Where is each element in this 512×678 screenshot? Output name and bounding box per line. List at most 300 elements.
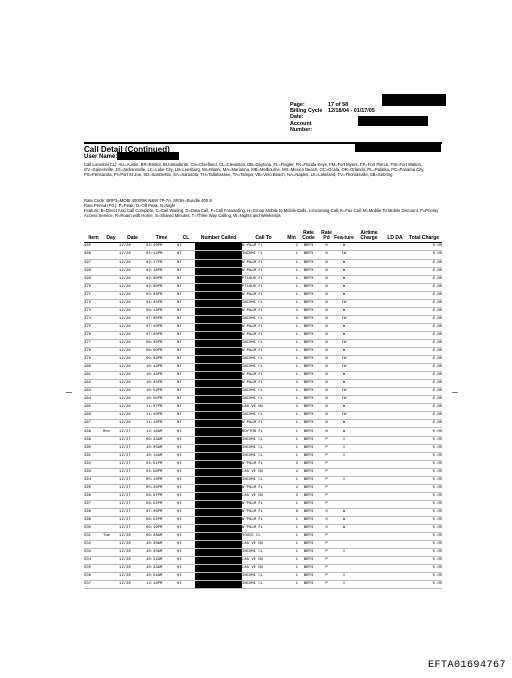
table-row	[84, 404, 442, 412]
table-cell	[354, 565, 384, 573]
table-cell: 06:07PM	[146, 492, 177, 500]
table-cell: W PALM FL	[242, 331, 285, 339]
column-header: CL	[177, 231, 195, 243]
table-cell: 1	[285, 573, 298, 581]
table-cell: NI	[177, 259, 195, 267]
table-cell: BRP3	[298, 476, 319, 484]
table-cell: 1	[285, 525, 298, 533]
table-cell: BRP3	[298, 259, 319, 267]
table-cell: BRP3	[298, 533, 319, 541]
table-cell: 0.00	[406, 517, 442, 525]
table-row	[84, 525, 442, 533]
user-name-label: User Name:	[84, 154, 118, 160]
table-cell: W PALM FL	[242, 500, 285, 508]
table-cell	[354, 364, 384, 372]
table-cell: 0.00	[406, 299, 442, 307]
table-row	[84, 364, 442, 372]
table-cell: INCOMI CL	[242, 581, 285, 589]
table-cell	[103, 444, 119, 452]
table-cell: 480	[84, 364, 103, 372]
table-cell	[103, 339, 119, 347]
table-cell	[354, 356, 384, 364]
table-cell: 12/26	[119, 396, 146, 404]
table-cell	[334, 468, 354, 476]
table-cell: 12/28	[119, 533, 146, 541]
table-cell: W	[334, 259, 354, 267]
table-cell: BRP3	[298, 396, 319, 404]
table-cell: O	[319, 517, 334, 525]
table-row	[84, 315, 442, 323]
table-cell: 0.00	[406, 331, 442, 339]
table-row	[84, 275, 442, 283]
table-cell: 484	[84, 396, 103, 404]
table-cell: 0.00	[406, 259, 442, 267]
table-cell	[354, 541, 384, 549]
table-cell: N	[319, 299, 334, 307]
table-cell	[384, 476, 406, 484]
table-cell: 0.00	[406, 500, 442, 508]
column-header: Fea-ture	[334, 231, 354, 243]
table-cell: 0.00	[406, 581, 442, 589]
table-cell: INCOMI CL	[242, 452, 285, 460]
table-cell	[354, 517, 384, 525]
table-cell: 0.00	[406, 452, 442, 460]
table-cell	[103, 581, 119, 589]
table-cell: BRP3	[298, 323, 319, 331]
table-cell	[354, 404, 384, 412]
table-cell: 0.00	[406, 573, 442, 581]
table-cell	[354, 251, 384, 259]
table-cell	[384, 380, 406, 388]
table-cell: 12/26	[119, 275, 146, 283]
table-cell	[384, 275, 406, 283]
table-cell: 476	[84, 331, 103, 339]
table-cell: 02:18PM	[146, 267, 177, 275]
table-cell: NI	[177, 307, 195, 315]
table-cell: 1	[285, 267, 298, 275]
table-cell	[103, 420, 119, 428]
table-cell: 12/26	[119, 412, 146, 420]
table-cell: 1	[285, 348, 298, 356]
table-cell	[354, 339, 384, 347]
call-location-legend: Call Location(CL): AU=Austin, BR=Bristol, BU=Bradentn, CH=Chiefland, CL=Clewiston, DB=Daytona, FL=Flagler, FK=Florida Keys, FM=Fort Myers, FP=Fort Pierce, FW=Fort Walton, GV=Gainesville, JX=Jacksonville, LC=Lake City, LB=Leesburg, MI=Miami, MA=Marianna, MB=Melbourne, MX=Mexico Beach, OC=Ocala, OR=Orlando, PL=Palatka, PC=Panama City, PS=Pensacola, PI=Port St Joe, SD=SanDestin, SA=Sarasota, TH=Tallahassee, TA=Tampa, VB=Vero Beach, NA=Naples, LK=Lakeland, TV=Thomasville, SB=Sebring	[84, 162, 425, 178]
table-cell: P	[319, 436, 334, 444]
table-cell: 12/26	[119, 372, 146, 380]
table-cell	[354, 525, 384, 533]
table-cell	[384, 541, 406, 549]
table-cell: 1	[285, 299, 298, 307]
table-cell: 495	[84, 484, 103, 492]
redacted-cell	[195, 412, 242, 420]
table-cell: 12/27	[119, 428, 146, 436]
table-cell: 12/26	[119, 299, 146, 307]
table-cell: NI	[177, 468, 195, 476]
table-cell: BRP3	[298, 372, 319, 380]
table-cell: 1	[285, 339, 298, 347]
table-cell: 494	[84, 476, 103, 484]
table-cell: NI	[177, 436, 195, 444]
table-cell: INCOMI CL	[242, 436, 285, 444]
table-cell: P	[319, 468, 334, 476]
table-cell: 0.00	[406, 283, 442, 291]
table-cell: W PALM FL	[242, 348, 285, 356]
redacted-cell	[195, 307, 242, 315]
table-row	[84, 283, 442, 291]
table-cell: P	[319, 460, 334, 468]
table-cell: 10:54AM	[146, 573, 177, 581]
table-cell: 474	[84, 315, 103, 323]
table-cell: INCOMI CL	[242, 364, 285, 372]
table-cell: 1	[285, 517, 298, 525]
table-row	[84, 348, 442, 356]
table-cell: 490	[84, 444, 103, 452]
table-cell: 1	[285, 259, 298, 267]
table-cell: 0.00	[406, 404, 442, 412]
call-detail-table	[84, 231, 442, 589]
table-cell: INCOMI CL	[242, 412, 285, 420]
table-cell: 07:05PM	[146, 315, 177, 323]
table-cell: 468	[84, 267, 103, 275]
table-cell	[103, 492, 119, 500]
table-cell	[103, 299, 119, 307]
table-cell: INCOMI CL	[242, 251, 285, 259]
table-cell	[384, 468, 406, 476]
table-row	[84, 533, 442, 541]
table-cell	[354, 476, 384, 484]
feature-legend: Feature: B=Direct Assi Call Complete, C=Call Waiting, D=Data Call, F=Call Forwarding, H=Group Mobile to Mobile Calls, I=Incoming Call, K=Fax Call, M=Mobile To Mobile Discount, P=Priority Access Service, R=Roam with Home, S=Shared Minutes, T=Three Way Calling, W=Nights and Weekends	[84, 208, 439, 219]
redacted-cell	[195, 396, 242, 404]
table-cell: N	[319, 388, 334, 396]
table-cell	[354, 243, 384, 251]
redacted-cell	[195, 267, 242, 275]
table-cell: LAS VE NV	[242, 404, 285, 412]
redacted-cell	[195, 508, 242, 516]
table-cell: 12/28	[119, 565, 146, 573]
table-cell: 10:32AM	[146, 557, 177, 565]
table-cell: W	[334, 372, 354, 380]
table-cell: 491	[84, 452, 103, 460]
table-cell	[103, 380, 119, 388]
table-cell: N	[319, 428, 334, 436]
table-cell: 1	[285, 428, 298, 436]
redacted-cell	[195, 251, 242, 259]
table-cell: NI	[177, 412, 195, 420]
table-cell: Mon	[103, 428, 119, 436]
table-cell: 0.00	[406, 251, 442, 259]
table-cell: BRP3	[298, 541, 319, 549]
table-cell: 488	[84, 428, 103, 436]
redacted-cell	[195, 500, 242, 508]
table-cell: BRP3	[298, 388, 319, 396]
table-cell	[354, 549, 384, 557]
table-cell	[354, 283, 384, 291]
table-cell: 483	[84, 388, 103, 396]
table-cell: 12/26	[119, 364, 146, 372]
table-cell: NI	[177, 533, 195, 541]
table-cell: N	[319, 331, 334, 339]
table-cell	[334, 492, 354, 500]
table-cell: 12/26	[119, 339, 146, 347]
table-row	[84, 565, 442, 573]
table-cell: 2	[285, 404, 298, 412]
table-row	[84, 549, 442, 557]
table-cell	[354, 581, 384, 589]
table-cell: N	[319, 315, 334, 323]
table-cell	[354, 323, 384, 331]
table-cell: IW	[334, 339, 354, 347]
table-cell	[354, 307, 384, 315]
table-cell	[354, 299, 384, 307]
table-cell: 11:07PM	[146, 404, 177, 412]
table-cell: 02:30PM	[146, 283, 177, 291]
table-cell: 478	[84, 348, 103, 356]
table-cell: N	[319, 356, 334, 364]
margin-mark-left	[66, 392, 72, 393]
table-cell: 07:06PM	[146, 508, 177, 516]
table-row	[84, 331, 442, 339]
table-cell: 1	[285, 420, 298, 428]
table-cell	[354, 492, 384, 500]
table-cell: 08:50PM	[146, 348, 177, 356]
table-cell: 0.00	[406, 412, 442, 420]
table-cell: 10:14AM	[146, 452, 177, 460]
table-cell	[384, 388, 406, 396]
table-cell	[384, 412, 406, 420]
table-cell: 10:52PM	[146, 388, 177, 396]
table-cell: 04:45PM	[146, 299, 177, 307]
redacted-cell	[195, 372, 242, 380]
column-header: Rate Code	[298, 231, 319, 243]
table-cell: 12/26	[119, 323, 146, 331]
table-cell: 0.00	[406, 476, 442, 484]
table-cell: 487	[84, 420, 103, 428]
table-row	[84, 581, 442, 589]
table-cell: 03:03PM	[146, 291, 177, 299]
table-cell: P	[319, 541, 334, 549]
table-cell: 498	[84, 508, 103, 516]
table-cell: 493	[84, 468, 103, 476]
table-cell: W PALM FL	[242, 243, 285, 251]
table-cell: 12/27	[119, 468, 146, 476]
table-cell: 479	[84, 356, 103, 364]
table-cell: NI	[177, 339, 195, 347]
table-cell	[384, 420, 406, 428]
table-cell: 465	[84, 243, 103, 251]
table-cell: 06:52PM	[146, 500, 177, 508]
table-cell: 12/27	[119, 452, 146, 460]
table-cell: INCOMI CL	[242, 549, 285, 557]
table-cell: 470	[84, 283, 103, 291]
table-cell	[103, 436, 119, 444]
table-cell: BRP3	[298, 525, 319, 533]
table-cell: NI	[177, 388, 195, 396]
table-cell: N	[319, 348, 334, 356]
table-cell: LAS VE NV	[242, 468, 285, 476]
table-cell: O	[319, 508, 334, 516]
table-cell: 507	[84, 581, 103, 589]
table-cell: NI	[177, 315, 195, 323]
table-cell: 0.00	[406, 364, 442, 372]
table-cell: 1	[285, 323, 298, 331]
table-cell	[334, 541, 354, 549]
table-cell	[103, 517, 119, 525]
table-cell: 0.00	[406, 380, 442, 388]
table-cell: 12/28	[119, 541, 146, 549]
table-cell	[103, 484, 119, 492]
table-cell: NI	[177, 581, 195, 589]
table-cell	[103, 267, 119, 275]
table-cell: W	[334, 348, 354, 356]
table-cell: 0.00	[406, 460, 442, 468]
table-cell	[384, 364, 406, 372]
table-cell: 1	[285, 356, 298, 364]
table-cell: BRP3	[298, 243, 319, 251]
table-cell: NI	[177, 476, 195, 484]
table-cell: 10:35AM	[146, 549, 177, 557]
table-cell: INCOMI CL	[242, 356, 285, 364]
table-cell: 09:33AM	[146, 436, 177, 444]
table-cell	[354, 468, 384, 476]
table-cell	[384, 444, 406, 452]
table-cell	[384, 549, 406, 557]
table-cell: 12/26	[119, 380, 146, 388]
table-cell: 485	[84, 404, 103, 412]
table-cell	[384, 323, 406, 331]
table-cell: NI	[177, 364, 195, 372]
table-row	[84, 500, 442, 508]
table-cell: W PALM FL	[242, 508, 285, 516]
table-cell: NI	[177, 420, 195, 428]
table-cell: INCOMI CL	[242, 444, 285, 452]
redacted-cell	[195, 581, 242, 589]
table-cell: 0.00	[406, 243, 442, 251]
table-cell	[384, 396, 406, 404]
table-cell: 02:30PM	[146, 275, 177, 283]
table-cell: NI	[177, 323, 195, 331]
table-cell: P	[319, 557, 334, 565]
table-cell	[103, 565, 119, 573]
table-cell: 469	[84, 275, 103, 283]
table-cell: 471	[84, 291, 103, 299]
table-row	[84, 420, 442, 428]
table-cell: BRP3	[298, 500, 319, 508]
section-header	[84, 142, 442, 160]
table-cell: NI	[177, 573, 195, 581]
table-cell: N	[319, 372, 334, 380]
table-cell: BRP3	[298, 444, 319, 452]
table-cell: 1	[285, 251, 298, 259]
table-cell: BRP3	[298, 315, 319, 323]
table-cell	[103, 541, 119, 549]
table-cell: 0.00	[406, 468, 442, 476]
table-cell: 10:43PM	[146, 372, 177, 380]
table-row	[84, 396, 442, 404]
table-cell	[384, 339, 406, 347]
table-cell: BRP3	[298, 283, 319, 291]
table-cell: 0.00	[406, 549, 442, 557]
table-cell	[384, 557, 406, 565]
table-cell: 502	[84, 541, 103, 549]
table-cell: 0.00	[406, 323, 442, 331]
table-cell: BRP3	[298, 339, 319, 347]
table-cell: NI	[177, 500, 195, 508]
table-cell: W	[334, 291, 354, 299]
table-cell: IW	[334, 396, 354, 404]
table-cell	[384, 428, 406, 436]
table-cell: 05:26PM	[146, 484, 177, 492]
table-cell: BRP3	[298, 404, 319, 412]
table-cell: P	[319, 444, 334, 452]
table-cell: IW	[334, 251, 354, 259]
table-cell	[354, 315, 384, 323]
table-row	[84, 444, 442, 452]
table-cell: 10:33AM	[146, 565, 177, 573]
table-cell: 492	[84, 460, 103, 468]
table-cell: W PALM FL	[242, 380, 285, 388]
table-cell: NI	[177, 444, 195, 452]
margin-mark-right	[452, 392, 458, 393]
table-cell	[354, 533, 384, 541]
table-cell	[103, 460, 119, 468]
table-cell: BRP3	[298, 573, 319, 581]
table-cell: INCOMI CL	[242, 339, 285, 347]
table-cell: W PALM FL	[242, 323, 285, 331]
table-cell	[334, 565, 354, 573]
rate-period-legend: Rate Period (Pd.): P=Peak, O=Off Peak, N=Night	[84, 203, 176, 209]
table-cell: 12/28	[119, 573, 146, 581]
table-cell: 0.00	[406, 291, 442, 299]
table-cell: NI	[177, 267, 195, 275]
table-cell	[384, 307, 406, 315]
table-cell	[354, 291, 384, 299]
table-cell: 0.00	[406, 541, 442, 549]
table-row	[84, 557, 442, 565]
table-cell: 12/27	[119, 525, 146, 533]
billing-cycle-label: Billing Cycle Date:	[290, 108, 323, 121]
redacted-cell	[195, 541, 242, 549]
column-header: Item	[84, 231, 103, 243]
table-cell	[354, 420, 384, 428]
table-cell: I	[334, 573, 354, 581]
table-cell: IW	[334, 315, 354, 323]
redacted-cell	[195, 331, 242, 339]
table-row	[84, 259, 442, 267]
table-row	[84, 468, 442, 476]
table-cell: 489	[84, 436, 103, 444]
table-cell: 1	[285, 444, 298, 452]
table-cell: W PALM FL	[242, 484, 285, 492]
table-cell: W	[334, 525, 354, 533]
redacted-cell	[195, 549, 242, 557]
table-cell: 08:35PM	[146, 339, 177, 347]
table-cell: INCOMI CL	[242, 299, 285, 307]
table-cell: 09:26AM	[146, 533, 177, 541]
table-cell: P	[319, 476, 334, 484]
table-cell: 1	[285, 500, 298, 508]
table-cell	[384, 404, 406, 412]
column-header: Min	[285, 231, 298, 243]
table-cell	[354, 275, 384, 283]
table-cell	[384, 348, 406, 356]
table-cell: 0.00	[406, 436, 442, 444]
table-cell: 10:55PM	[146, 396, 177, 404]
table-row	[84, 476, 442, 484]
table-cell: 3	[285, 492, 298, 500]
table-cell	[354, 500, 384, 508]
table-cell	[384, 436, 406, 444]
table-cell: 12/27	[119, 500, 146, 508]
redacted-cell	[195, 275, 242, 283]
